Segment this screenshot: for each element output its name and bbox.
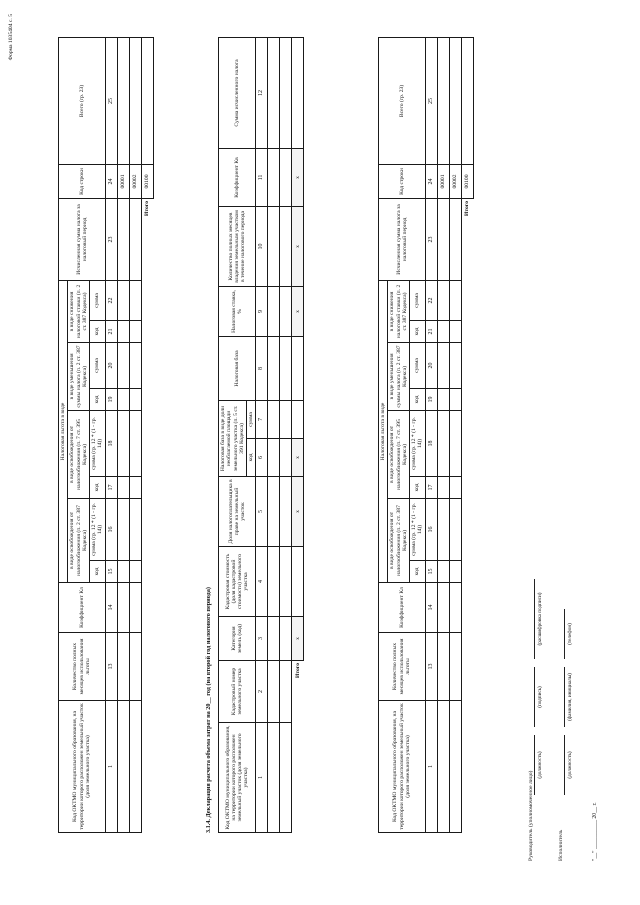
subhead-kod: код xyxy=(90,321,106,343)
col-full-months-header: Количество полных месяцев владения земельным участком в течение налогового периода xyxy=(219,207,256,287)
col-num: 18 xyxy=(105,411,117,477)
cell-input[interactable] xyxy=(449,499,461,561)
col-rate-header: Налоговая ставка, % xyxy=(219,287,256,337)
col-full-months-header: Количество полных месяцев использования льготы xyxy=(59,633,106,701)
subhead-summa: сумма xyxy=(90,343,106,389)
cell-input[interactable] xyxy=(129,477,141,499)
col-num: 13 xyxy=(105,633,117,701)
cell-input[interactable] xyxy=(449,701,461,833)
cell-input[interactable] xyxy=(437,701,449,833)
col-num: 20 xyxy=(425,343,437,389)
col-full-months-header: Количество полных месяцев использования льготы xyxy=(379,633,426,701)
cell-input[interactable] xyxy=(437,37,449,164)
benefits-group-header: Налоговая льгота в виде xyxy=(379,280,388,582)
cell-input[interactable] xyxy=(129,280,141,320)
col-calc-sum-header: Исчисленная сумма налога за налоговый период xyxy=(59,198,106,280)
cell-input[interactable] xyxy=(280,401,292,439)
cell-input[interactable] xyxy=(117,499,129,561)
cell-input[interactable] xyxy=(280,617,292,661)
subhead-kod: код xyxy=(410,477,426,499)
executor-phone-line[interactable] xyxy=(564,609,565,659)
col-total-header: Всего (гр. 23) xyxy=(59,37,106,164)
cell-input[interactable] xyxy=(129,411,141,477)
col-num: 14 xyxy=(425,583,437,633)
col-num: 12 xyxy=(256,38,268,149)
col-total-header: Всего (гр. 23) xyxy=(379,37,426,164)
cell-input[interactable] xyxy=(461,37,473,164)
col-num: 15 xyxy=(425,561,437,583)
cell-input[interactable] xyxy=(437,198,449,280)
cell-input[interactable] xyxy=(280,439,292,477)
col-num: 20 xyxy=(105,343,117,389)
subhead-kod: код xyxy=(410,389,426,411)
col-num: 21 xyxy=(105,321,117,343)
head-signature-line[interactable] xyxy=(534,667,535,727)
cell-input[interactable] xyxy=(280,337,292,401)
executor-fio-line[interactable] xyxy=(564,667,565,727)
col-num: 5 xyxy=(256,477,268,547)
position-caption: (должность) xyxy=(567,751,573,779)
table-row xyxy=(117,37,129,832)
cell-input[interactable] xyxy=(117,561,129,583)
cell-input[interactable] xyxy=(129,499,141,561)
col-num: 11 xyxy=(256,149,268,207)
subhead-summa: сумма xyxy=(90,280,106,320)
col-num: 1 xyxy=(425,701,437,833)
cell-input[interactable] xyxy=(449,343,461,389)
subhead-kod: код xyxy=(90,477,106,499)
table-row xyxy=(268,38,280,833)
col-kv-header: Коэффициент Кв xyxy=(219,149,256,207)
cell-input[interactable] xyxy=(437,561,449,583)
cell-input[interactable] xyxy=(268,617,280,661)
col-cadastral-value-header: Кадастровая стоимость (доля кадастровой стоимости) земельного участка xyxy=(219,547,256,617)
cell-input[interactable] xyxy=(449,389,461,411)
cell-input[interactable] xyxy=(449,280,461,320)
cell-input[interactable] xyxy=(117,701,129,833)
x-mark: x xyxy=(292,617,304,661)
col-num: 16 xyxy=(425,499,437,561)
cell-input[interactable] xyxy=(449,321,461,343)
cell-input[interactable] xyxy=(449,411,461,477)
line-code: 00001 xyxy=(437,164,449,198)
table-row xyxy=(280,38,292,833)
col-category-header: Категория земель (код) xyxy=(219,617,256,661)
subhead-kod: код xyxy=(410,321,426,343)
reduce-rate-header: в виде снижения налоговой ставки (п. 2 ст. 387 Кодекса) xyxy=(68,280,90,342)
col-num: 22 xyxy=(105,280,117,320)
top-benefits-table xyxy=(58,37,154,833)
col-num: 1 xyxy=(105,701,117,833)
total-line-code: 00100 xyxy=(141,164,153,198)
cell-input[interactable] xyxy=(117,343,129,389)
head-position-line[interactable] xyxy=(534,735,535,795)
subhead-kod: код xyxy=(410,561,426,583)
subhead-sum-formula: сумма (гр. 12 * (1 - гр. 14)) xyxy=(410,499,426,561)
col-num: 10 xyxy=(256,207,268,287)
line-code: 00002 xyxy=(449,164,461,198)
x-mark: x xyxy=(292,149,304,207)
col-num: 3 xyxy=(256,617,268,661)
col-num: 14 xyxy=(105,583,117,633)
exempt-387-header: в виде освобождения от налогообложения (п. 2 ст. 387 Кодекса) xyxy=(388,499,410,583)
cell-input[interactable] xyxy=(437,583,449,633)
col-num: 24 xyxy=(105,164,117,198)
cell-input[interactable] xyxy=(117,321,129,343)
cell-input[interactable] xyxy=(280,723,292,833)
total-row xyxy=(141,37,153,832)
cell-input[interactable] xyxy=(268,38,280,149)
cell-input[interactable] xyxy=(129,633,141,701)
decoding-caption: (расшифровка подписи) xyxy=(537,592,543,646)
cell-input[interactable] xyxy=(437,499,449,561)
cell-input[interactable] xyxy=(117,389,129,411)
cell-input[interactable] xyxy=(268,401,280,439)
cell-input[interactable] xyxy=(129,343,141,389)
col-oktmo-header: Код ОКТМО муниципального образования, на территории которого расположен земельный участок (доля земельного участка) xyxy=(379,701,426,833)
col-share-header: Доля налогоплательщика в праве на земельный участок xyxy=(219,477,256,547)
col-tax-base-share-header: Налоговая база в виде доли необлагаемой площади земельного участка (п. 5 ст. 391 Кодекса) xyxy=(219,401,247,477)
cell-input[interactable] xyxy=(129,583,141,633)
cell-input[interactable] xyxy=(292,401,304,439)
table-row xyxy=(449,37,461,832)
cell-input[interactable] xyxy=(268,337,280,401)
cell-input[interactable] xyxy=(117,198,129,280)
cell-input[interactable] xyxy=(268,149,280,207)
col-num: 7 xyxy=(256,401,268,439)
itogo-label: Итого xyxy=(294,663,301,679)
cell-input[interactable] xyxy=(280,287,292,337)
subhead-summa: сумма xyxy=(410,343,426,389)
head-label: Руководитель (уполномоченное лицо) xyxy=(528,770,534,861)
col-num: 25 xyxy=(425,37,437,164)
cell-input[interactable] xyxy=(437,280,449,320)
cell-input[interactable] xyxy=(437,389,449,411)
bottom-benefits-table xyxy=(378,37,474,833)
cell-input[interactable] xyxy=(129,321,141,343)
exempt-395-header: в виде освобождения от налогообложения (п. 7 ст. 395 Кодекса) xyxy=(68,411,90,499)
col-num: 16 xyxy=(105,499,117,561)
phone-caption: (телефон) xyxy=(567,623,573,645)
cell-input[interactable] xyxy=(280,38,292,149)
total-row xyxy=(292,38,304,833)
form-page-note: Форма 1035404 с. 5 xyxy=(8,14,14,61)
col-num: 19 xyxy=(425,389,437,411)
cell-input[interactable] xyxy=(280,547,292,617)
cell-input[interactable] xyxy=(268,477,280,547)
subhead-summa: сумма xyxy=(247,401,256,439)
subhead-sum-formula: сумма (гр. 12 * (1 - гр. 14)) xyxy=(90,499,106,561)
col-num: 18 xyxy=(425,411,437,477)
col-kl-header: Коэффициент Кл xyxy=(379,583,426,633)
total-row xyxy=(461,37,473,832)
col-num: 9 xyxy=(256,287,268,337)
col-num: 25 xyxy=(105,37,117,164)
cell-input[interactable] xyxy=(141,37,153,164)
cell-input[interactable] xyxy=(280,661,292,723)
col-num: 22 xyxy=(425,280,437,320)
col-num: 4 xyxy=(256,547,268,617)
subhead-kod: код xyxy=(90,561,106,583)
col-num: 6 xyxy=(256,439,268,477)
section-title: 3.1.4. Декларация расчета объема затрат на 20__ год (на второй год налогового периода) xyxy=(205,587,212,833)
cell-input[interactable] xyxy=(449,477,461,499)
head-decoding-line[interactable] xyxy=(534,579,535,659)
cell-input[interactable] xyxy=(268,661,280,723)
col-num: 15 xyxy=(105,561,117,583)
x-mark: x xyxy=(292,477,304,547)
col-calc-sum-header: Исчисленная сумма налога за налоговый период xyxy=(379,198,426,280)
cell-input[interactable] xyxy=(117,280,129,320)
cell-input[interactable] xyxy=(437,343,449,389)
cell-input[interactable] xyxy=(268,547,280,617)
cell-input[interactable] xyxy=(449,198,461,280)
cell-input[interactable] xyxy=(292,547,304,617)
fio-caption: (фамилия, инициалы) xyxy=(567,673,573,721)
cell-input[interactable] xyxy=(117,37,129,164)
middle-cadastral-table xyxy=(218,37,304,833)
cell-input[interactable] xyxy=(268,207,280,287)
itogo-label: Итого xyxy=(464,200,471,217)
itogo-label: Итого xyxy=(144,200,151,217)
cell-input[interactable] xyxy=(117,477,129,499)
col-num: 21 xyxy=(425,321,437,343)
col-cadastral-no-header: Кадастровый номер земельного участка xyxy=(219,661,256,723)
col-kl-header: Коэффициент Кл xyxy=(59,583,106,633)
col-num: 8 xyxy=(256,337,268,401)
col-sum-tax-header: Сумма исчисленного налога xyxy=(219,38,256,149)
cell-input[interactable] xyxy=(268,723,280,833)
col-line-code-header: Код строки xyxy=(59,164,106,198)
subhead-sum-formula: сумма (гр. 12 * (1 - гр. 14)) xyxy=(90,411,106,477)
cell-input[interactable] xyxy=(268,287,280,337)
cell-input[interactable] xyxy=(117,583,129,633)
cell-input[interactable] xyxy=(437,477,449,499)
col-num: 1 xyxy=(256,723,268,833)
cell-input[interactable] xyxy=(280,207,292,287)
col-oktmo-header: Код ОКТМО муниципального образования, на территории которого расположен земельный участок (доля земельного участка) xyxy=(219,723,256,833)
date-line[interactable]: "__" __________ 20__ г. xyxy=(592,802,598,861)
cell-input[interactable] xyxy=(129,701,141,833)
reduce-rate-header: в виде снижения налоговой ставки (п. 2 ст. 387 Кодекса) xyxy=(388,280,410,342)
cell-input[interactable] xyxy=(449,561,461,583)
line-code: 00002 xyxy=(129,164,141,198)
col-line-code-header: Код строки xyxy=(379,164,426,198)
line-code: 00001 xyxy=(117,164,129,198)
cell-input[interactable] xyxy=(449,37,461,164)
table-row xyxy=(129,37,141,832)
cell-input[interactable] xyxy=(280,477,292,547)
col-num: 24 xyxy=(425,164,437,198)
cell-input[interactable] xyxy=(129,37,141,164)
subhead-kod: код xyxy=(90,389,106,411)
col-tax-base-header: Налоговая база xyxy=(219,337,256,401)
signature-caption: (подпись) xyxy=(537,686,543,708)
x-mark: x xyxy=(292,207,304,287)
table-row xyxy=(437,37,449,832)
exempt-387-header: в виде освобождения от налогообложения (п. 2 ст. 387 Кодекса) xyxy=(68,499,90,583)
cell-input[interactable] xyxy=(437,321,449,343)
col-num: 13 xyxy=(425,633,437,701)
cell-input[interactable] xyxy=(129,198,141,280)
col-num: 17 xyxy=(105,477,117,499)
cell-input[interactable] xyxy=(437,411,449,477)
executor-label: Исполнитель xyxy=(558,829,564,861)
total-line-code: 00100 xyxy=(461,164,473,198)
col-num: 17 xyxy=(425,477,437,499)
cell-input[interactable] xyxy=(449,633,461,701)
cell-input[interactable] xyxy=(129,561,141,583)
cell-input[interactable] xyxy=(292,38,304,149)
subhead-sum-formula: сумма (гр. 12 * (1 - гр. 14)) xyxy=(410,411,426,477)
col-num: 19 xyxy=(105,389,117,411)
subhead-kod: код xyxy=(247,439,256,477)
reduce-sum-header: в виде уменьшения суммы налога (п. 2 ст. 387 Кодекса) xyxy=(68,343,90,411)
executor-position-line[interactable] xyxy=(564,735,565,795)
reduce-sum-header: в виде уменьшения суммы налога (п. 2 ст. 387 Кодекса) xyxy=(388,343,410,411)
x-mark: x xyxy=(292,439,304,477)
cell-input[interactable] xyxy=(268,439,280,477)
col-num: 23 xyxy=(425,198,437,280)
col-num: 23 xyxy=(105,198,117,280)
position-caption: (должность) xyxy=(537,751,543,779)
col-num: 2 xyxy=(256,661,268,723)
subhead-summa: сумма xyxy=(410,280,426,320)
x-mark: x xyxy=(292,287,304,337)
cell-input[interactable] xyxy=(280,149,292,207)
benefits-group-header: Налоговая льгота в виде xyxy=(59,280,68,582)
col-oktmo-header: Код ОКТМО муниципального образования, на территории которого расположен земельный участок (доля земельного участка) xyxy=(59,701,106,833)
cell-input[interactable] xyxy=(117,411,129,477)
cell-input[interactable] xyxy=(292,337,304,401)
cell-input[interactable] xyxy=(437,633,449,701)
exempt-395-header: в виде освобождения от налогообложения (п. 7 ст. 395 Кодекса) xyxy=(388,411,410,499)
cell-input[interactable] xyxy=(449,583,461,633)
cell-input[interactable] xyxy=(129,389,141,411)
cell-input[interactable] xyxy=(117,633,129,701)
